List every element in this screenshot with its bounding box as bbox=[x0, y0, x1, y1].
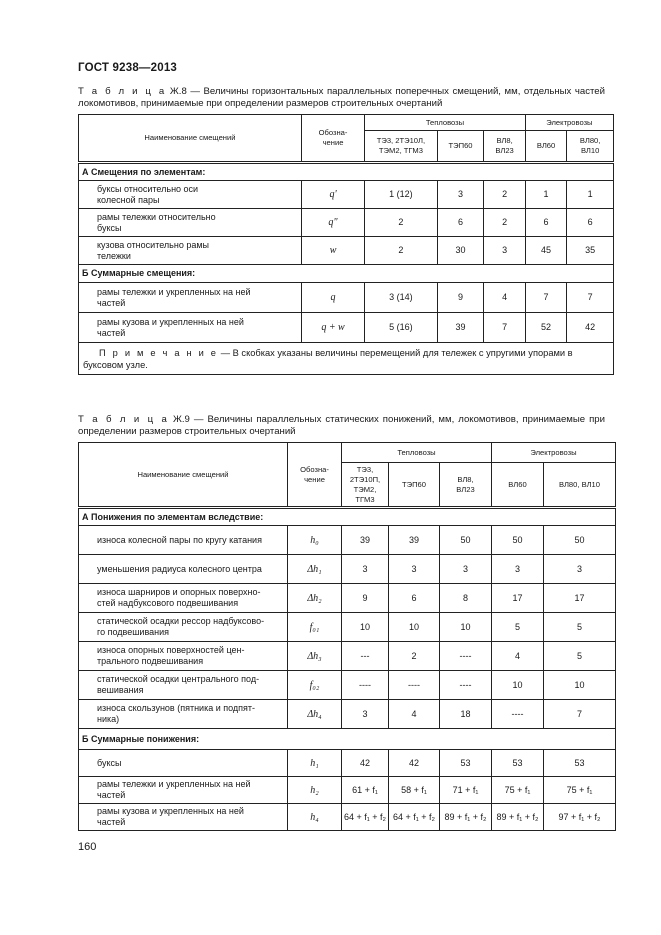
table9-caption-label: Т а б л и ц а bbox=[78, 414, 170, 425]
row-value: 10 bbox=[389, 613, 440, 642]
row-value: 42 bbox=[389, 750, 440, 777]
row-value: ---- bbox=[440, 671, 492, 700]
table9-header-col: ВЛ60 bbox=[492, 463, 544, 508]
table-row bbox=[79, 642, 616, 671]
row-value: ---- bbox=[389, 671, 440, 700]
row-value: 5 bbox=[544, 613, 616, 642]
table-row bbox=[79, 671, 616, 700]
row-value: 17 bbox=[492, 584, 544, 613]
table8-header-col: ТЭП60 bbox=[437, 131, 484, 163]
row-value: 5 bbox=[492, 613, 544, 642]
row-name: статической осадки рессор надбуксово- го подвешивания bbox=[79, 613, 288, 642]
row-value: 39 bbox=[342, 526, 389, 555]
table9-header-col: ТЭП60 bbox=[389, 463, 440, 508]
row-value: --- bbox=[342, 642, 389, 671]
table9-section-a: А Понижения по элементам вследствие: bbox=[79, 508, 616, 526]
row-value: 2 bbox=[484, 209, 525, 237]
table9-rows-a bbox=[79, 526, 616, 729]
row-value: 3 bbox=[437, 181, 484, 209]
table9-caption bbox=[78, 414, 605, 438]
row-value: 1 bbox=[525, 181, 566, 209]
table8-header-col: ВЛ8, ВЛ23 bbox=[484, 131, 525, 163]
row-name: буксы относительно оси колесной пары bbox=[79, 181, 302, 209]
row-value: 1 bbox=[567, 181, 614, 209]
table8-header-col: ТЭ3, 2ТЭ10Л, ТЭМ2, ТГМ3 bbox=[365, 131, 438, 163]
row-value: 18 bbox=[440, 700, 492, 729]
table9-header-symbol: Обозна- чение bbox=[288, 443, 342, 508]
row-value: 9 bbox=[437, 283, 484, 313]
table9-header-col: ВЛ80, ВЛ10 bbox=[544, 463, 616, 508]
row-value: 42 bbox=[567, 313, 614, 343]
row-value: ---- bbox=[492, 700, 544, 729]
row-name: износа шарниров и опорных поверхно- стей надбуксового подвешивания bbox=[79, 584, 288, 613]
row-value: 7 bbox=[525, 283, 566, 313]
row-value: 3 bbox=[440, 555, 492, 584]
row-value: 3 (14) bbox=[365, 283, 438, 313]
row-value: 7 bbox=[567, 283, 614, 313]
row-value: 4 bbox=[484, 283, 525, 313]
table8-rows-a bbox=[79, 181, 614, 265]
table9-section-b: Б Суммарные понижения: bbox=[79, 729, 616, 750]
row-value: 3 bbox=[544, 555, 616, 584]
row-symbol: q bbox=[301, 283, 364, 313]
row-value: 42 bbox=[342, 750, 389, 777]
row-symbol: f₀₂ bbox=[288, 671, 342, 700]
row-symbol: Δh₁ bbox=[288, 555, 342, 584]
row-name: износа колесной пары по кругу катания bbox=[79, 526, 288, 555]
row-value: 45 bbox=[525, 237, 566, 265]
row-value: 64 + f₁ + f₂ bbox=[342, 804, 389, 831]
table-row bbox=[79, 613, 616, 642]
row-value: 53 bbox=[492, 750, 544, 777]
table8-caption-text: Ж.8 — Величины горизонтальных параллельных поперечных смещений, мм, отдельных частей локомотивов, принимаемые при определении размеров строительных очертаний bbox=[78, 86, 605, 109]
row-value: 10 bbox=[342, 613, 389, 642]
row-value: 71 + f₁ bbox=[440, 777, 492, 804]
row-value: 50 bbox=[544, 526, 616, 555]
row-symbol: h₂ bbox=[288, 777, 342, 804]
row-value: 50 bbox=[440, 526, 492, 555]
standard-title: ГОСТ 9238—2013 bbox=[78, 62, 178, 74]
row-name: рамы кузова и укрепленных на ней частей bbox=[79, 313, 302, 343]
row-symbol: h₄ bbox=[288, 804, 342, 831]
table9-caption-text: Ж.9 — Величины параллельных статических понижений, мм, локомотивов, принимаемые при определении размеров строительных очертаний bbox=[78, 414, 606, 437]
table8-header-group-diesel: Тепловозы bbox=[365, 115, 526, 131]
row-value: 6 bbox=[389, 584, 440, 613]
row-value: 4 bbox=[492, 642, 544, 671]
row-symbol: h₀ bbox=[288, 526, 342, 555]
row-value: 64 + f₁ + f₂ bbox=[389, 804, 440, 831]
table-row bbox=[79, 584, 616, 613]
table9-header-group-diesel: Тепловозы bbox=[342, 443, 492, 463]
table9-header-col: ТЭ3, 2ТЭ10П, ТЭМ2, ТГМ3 bbox=[342, 463, 389, 508]
row-value: 35 bbox=[567, 237, 614, 265]
table8-rows-b bbox=[79, 283, 614, 343]
row-value: 3 bbox=[342, 700, 389, 729]
table8-header-col: ВЛ60 bbox=[525, 131, 566, 163]
row-value: 9 bbox=[342, 584, 389, 613]
row-value: 53 bbox=[544, 750, 616, 777]
row-value: 50 bbox=[492, 526, 544, 555]
table-row bbox=[79, 700, 616, 729]
table8-header-col: ВЛ80, ВЛ10 bbox=[567, 131, 614, 163]
page-number: 160 bbox=[78, 841, 97, 853]
row-symbol: f₀₁ bbox=[288, 613, 342, 642]
row-value: 58 + f₁ bbox=[389, 777, 440, 804]
table8-note-text: — В скобках указаны величины перемещений для тележек с упругими упорами в буксовом узле. bbox=[83, 348, 573, 370]
table9-header-group-electric: Электровозы bbox=[492, 443, 616, 463]
row-symbol: Δh₄ bbox=[288, 700, 342, 729]
row-value: 89 + f₁ + f₂ bbox=[492, 804, 544, 831]
row-value: 10 bbox=[544, 671, 616, 700]
row-value: 7 bbox=[484, 313, 525, 343]
table8-section-a: А Смещения по элементам: bbox=[79, 163, 614, 181]
row-value: 6 bbox=[437, 209, 484, 237]
row-value: 1 (12) bbox=[365, 181, 438, 209]
row-value: 2 bbox=[389, 642, 440, 671]
row-value: 5 bbox=[544, 642, 616, 671]
row-value: 3 bbox=[389, 555, 440, 584]
row-value: 3 bbox=[492, 555, 544, 584]
row-value: 5 (16) bbox=[365, 313, 438, 343]
table9 bbox=[78, 442, 616, 831]
row-value: 6 bbox=[567, 209, 614, 237]
row-value: ---- bbox=[440, 642, 492, 671]
row-value: 52 bbox=[525, 313, 566, 343]
row-name: рамы тележки относительно буксы bbox=[79, 209, 302, 237]
row-value: 8 bbox=[440, 584, 492, 613]
row-symbol: w bbox=[301, 237, 364, 265]
table9-header-col: ВЛ8, ВЛ23 bbox=[440, 463, 492, 508]
row-value: 75 + f₁ bbox=[544, 777, 616, 804]
row-name: рамы тележки и укрепленных на ней частей bbox=[79, 283, 302, 313]
table8-note-label: П р и м е ч а н и е bbox=[99, 348, 219, 358]
row-symbol: Δh₃ bbox=[288, 642, 342, 671]
table-row bbox=[79, 313, 614, 343]
table8-caption-label: Т а б л и ц а bbox=[78, 86, 167, 97]
table8-header-group-electric: Электровозы bbox=[525, 115, 613, 131]
row-name: статической осадки центрального под- вешивания bbox=[79, 671, 288, 700]
row-value: 17 bbox=[544, 584, 616, 613]
row-value: 2 bbox=[484, 181, 525, 209]
row-name: кузова относительно рамы тележки bbox=[79, 237, 302, 265]
row-value: 30 bbox=[437, 237, 484, 265]
row-value: 2 bbox=[365, 237, 438, 265]
row-symbol: q" bbox=[301, 209, 364, 237]
table8-note bbox=[79, 343, 614, 375]
table8-header-symbol: Обозна- чение bbox=[301, 115, 364, 163]
row-value: 10 bbox=[492, 671, 544, 700]
row-value: 39 bbox=[389, 526, 440, 555]
row-value: 4 bbox=[389, 700, 440, 729]
row-value: 10 bbox=[440, 613, 492, 642]
table8-caption bbox=[78, 86, 605, 110]
row-name: рамы кузова и укрепленных на ней частей bbox=[79, 804, 288, 831]
row-symbol: Δh₂ bbox=[288, 584, 342, 613]
row-symbol: q' bbox=[301, 181, 364, 209]
row-value: 97 + f₁ + f₂ bbox=[544, 804, 616, 831]
table-row bbox=[79, 804, 616, 831]
row-name: буксы bbox=[79, 750, 288, 777]
row-value: 7 bbox=[544, 700, 616, 729]
row-value: 53 bbox=[440, 750, 492, 777]
row-value: 39 bbox=[437, 313, 484, 343]
table8 bbox=[78, 114, 614, 375]
row-value: 75 + f₁ bbox=[492, 777, 544, 804]
row-value: 2 bbox=[365, 209, 438, 237]
table8-header-name: Наименование смещений bbox=[79, 115, 302, 163]
table-row bbox=[79, 526, 616, 555]
table-row bbox=[79, 555, 616, 584]
row-value: 3 bbox=[342, 555, 389, 584]
row-name: износа опорных поверхностей цен- трального подвешивания bbox=[79, 642, 288, 671]
row-symbol: q + w bbox=[301, 313, 364, 343]
row-value: 61 + f₁ bbox=[342, 777, 389, 804]
table-row bbox=[79, 237, 614, 265]
table9-rows-b bbox=[79, 750, 616, 831]
row-value: 6 bbox=[525, 209, 566, 237]
row-symbol: h₁ bbox=[288, 750, 342, 777]
row-name: износа скользунов (пятника и подпят- ника) bbox=[79, 700, 288, 729]
table8-section-b: Б Суммарные смещения: bbox=[79, 265, 614, 283]
row-value: ---- bbox=[342, 671, 389, 700]
row-name: рамы тележки и укрепленных на ней частей bbox=[79, 777, 288, 804]
table-row bbox=[79, 283, 614, 313]
row-value: 3 bbox=[484, 237, 525, 265]
table-row bbox=[79, 209, 614, 237]
row-name: уменьшения радиуса колесного центра bbox=[79, 555, 288, 584]
table9-header-name: Наименование смещений bbox=[79, 443, 288, 508]
row-value: 89 + f₁ + f₂ bbox=[440, 804, 492, 831]
table-row bbox=[79, 181, 614, 209]
table-row bbox=[79, 750, 616, 777]
table-row bbox=[79, 777, 616, 804]
